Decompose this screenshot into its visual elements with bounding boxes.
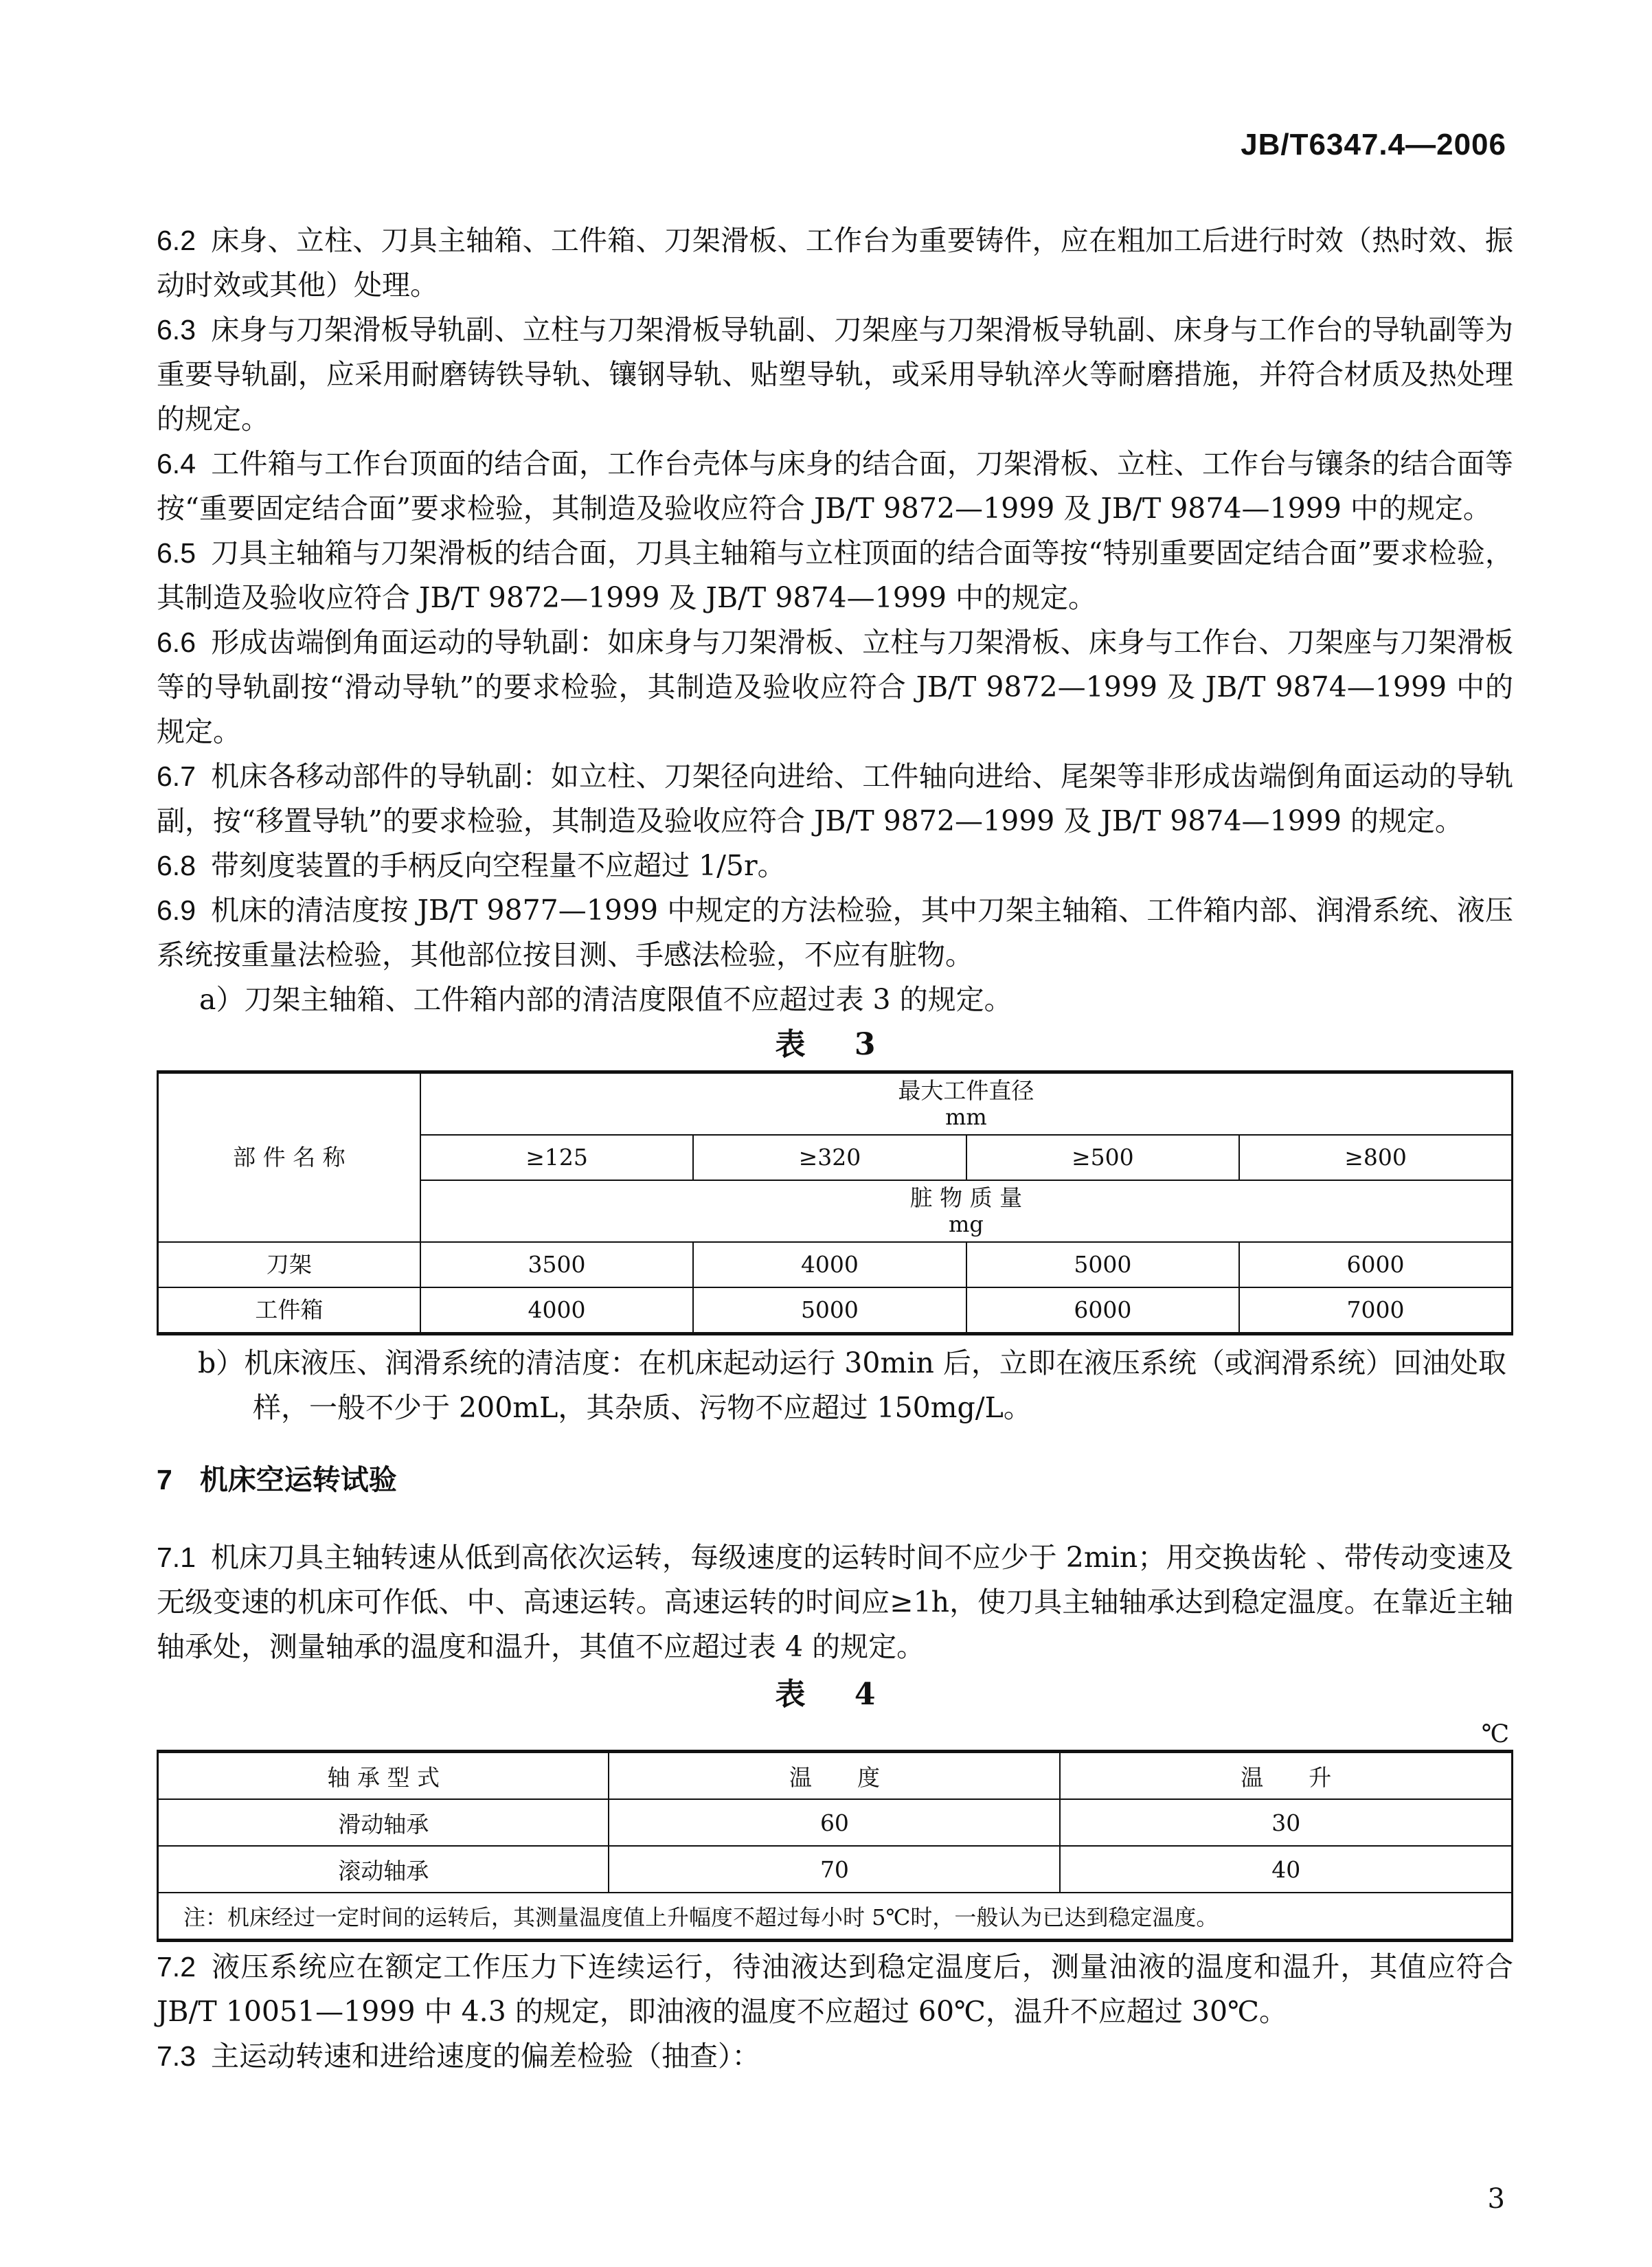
table-row [158,1242,1513,1287]
clause-number: 6.2 [157,225,196,256]
clause-text: 液压系统应在额定工作压力下连续运行，待油液达到稳定温度后，测量油液的温度和温升，其值应符合 JB/T 10051—1999 中 4.3 的规定，即油液的温度不应超过 60℃，温升不应超过 30℃。 [157,1950,1513,2028]
part-name-cell: 工件箱 [158,1287,420,1334]
clause-text: 机床的清洁度按 JB/T 9877—1999 中规定的方法检验，其中刀架主轴箱、工件箱内部、润滑系统、液压系统按重量法检验，其他部位按目测、手感法检验，不应有脏物。 [157,894,1513,971]
value-cell: 3500 [420,1242,693,1287]
section-title: 机床空运转试验 [199,1463,397,1496]
bearing-type-cell: 滑动轴承 [158,1799,609,1846]
value-cell: 4000 [693,1242,966,1287]
value-cell: 4000 [420,1287,693,1334]
temperature-rise-cell: 30 [1060,1799,1512,1846]
table-note-row [158,1893,1513,1941]
clause-7-1 [157,1535,1513,1669]
table-row [158,1287,1513,1334]
clause-6-3 [157,308,1513,442]
clause-number: 6.9 [157,894,196,926]
clause-6-2 [157,218,1513,308]
section-number: 7 [157,1464,172,1496]
table-3 [157,1070,1513,1335]
list-item-b: b）机床液压、润滑系统的清洁度：在机床起动运行 30min 后，立即在液压系统（或润滑系统）回油处取样，一般不少于 200mL，其杂质、污物不应超过 150mg/L。 [198,1346,1506,1424]
diameter-cell: ≥500 [966,1135,1239,1180]
table-4-unit: ℃ [1481,1720,1509,1748]
part-name-header: 部 件 名 称 [158,1072,420,1243]
temperature-cell: 70 [609,1846,1060,1893]
table-4 [157,1750,1513,1942]
clause-6-9 [157,888,1513,978]
document-code: JB/T6347.4—2006 [1241,128,1506,161]
clause-6-4 [157,442,1513,531]
dirt-mass-header [420,1180,1513,1242]
clause-text: 机床各移动部件的导轨副：如立柱、刀架径向进给、工件轴向进给、尾架等非形成齿端倒角面运动的导轨副，按“移置导轨”的要求检验，其制造及验收应符合 JB/T 9872—1999 及 JB/T 9874—1999 的规定。 [157,760,1513,837]
clause-number: 7.3 [157,2040,196,2072]
page-number: 3 [1487,2183,1505,2215]
section-7-heading [157,1458,1513,1502]
value-cell: 5000 [693,1287,966,1334]
clause-number: 6.4 [157,448,196,480]
table-row [158,1799,1513,1846]
clause-number: 6.8 [157,850,196,881]
clause-number: 6.7 [157,760,196,792]
clause-text: 形成齿端倒角面运动的导轨副：如床身与刀架滑板、立柱与刀架滑板、床身与工作台、刀架座与刀架滑板等的导轨副按“滑动导轨”的要求检验，其制造及验收应符合 JB/T 9872—1999 及 JB/T 9874—1999 中的规定。 [157,626,1513,748]
clause-number: 7.2 [157,1951,196,1983]
value-cell: 5000 [966,1242,1239,1287]
diameter-cell: ≥800 [1239,1135,1512,1180]
temperature-cell: 60 [609,1799,1060,1846]
temperature-rise-cell: 40 [1060,1846,1512,1893]
clause-text: 主运动转速和进给速度的偏差检验（抽查）： [211,2040,760,2073]
table-header-row [158,1752,1513,1800]
clause-6-8 [157,844,1513,888]
table-row [158,1846,1513,1893]
clause-text: 机床刀具主轴转速从低到高依次运转，每级速度的运转时间不应少于 2min；用交换齿轮 、带传动变速及无级变速的机床可作低、中、高速运转。高速运转的时间应≥1h，使刀具主轴轴承达到稳定温度。在靠近主轴轴承处，测量轴承的温度和温升，其值不应超过表 4 的规定。 [157,1541,1513,1663]
max-diameter-label: 最大工件直径 [898,1077,1034,1104]
clause-number: 6.6 [157,627,196,658]
dirt-mass-label: 脏 物 质 量 [909,1184,1023,1211]
clause-text: 刀具主轴箱与刀架滑板的结合面，刀具主轴箱与立柱顶面的结合面等按“特别重要固定结合面”要求检验，其制造及验收应符合 JB/T 9872—1999 及 JB/T 9874—1999 中的规定。 [157,537,1513,614]
clause-7-3 [157,2034,1513,2079]
clause-number: 6.5 [157,537,196,569]
clause-6-5 [157,531,1513,620]
diameter-cell: ≥320 [693,1135,966,1180]
clause-text: 床身与刀架滑板导轨副、立柱与刀架滑板导轨副、刀架座与刀架滑板导轨副、床身与工作台的导轨副等为重要导轨副，应采用耐磨铸铁导轨、镶钢导轨、贴塑导轨，或采用导轨淬火等耐磨措施，并符合材质及热处理的规定。 [157,313,1513,436]
clause-6-6 [157,620,1513,754]
clause-number: 7.1 [157,1542,196,1573]
clause-number: 6.3 [157,314,196,346]
table-4-title: 表 4 [775,1677,895,1712]
clause-text: 带刻度装置的手柄反向空程量不应超过 1/5r。 [211,849,786,882]
temperature-header: 温 度 [609,1752,1060,1800]
table-note: 注：机床经过一定时间的运转后，其测量温度值上升幅度不超过每小时 5℃时，一般认为已达到稳定温度。 [158,1893,1513,1941]
max-diameter-unit: mm [945,1104,987,1130]
clause-6-7 [157,754,1513,844]
max-diameter-header [420,1072,1513,1136]
temperature-rise-header: 温 升 [1060,1752,1512,1800]
list-item-a: a）刀架主轴箱、工件箱内部的清洁度限值不应超过表 3 的规定。 [199,983,1012,1016]
value-cell: 6000 [1239,1242,1512,1287]
part-name-cell: 刀架 [158,1242,420,1287]
diameter-cell: ≥125 [420,1135,693,1180]
value-cell: 7000 [1239,1287,1512,1334]
page-content [157,218,1513,2079]
dirt-mass-unit: mg [949,1211,984,1237]
table-3-title: 表 3 [775,1027,895,1062]
bearing-type-cell: 滚动轴承 [158,1846,609,1893]
bearing-type-header: 轴 承 型 式 [158,1752,609,1800]
value-cell: 6000 [966,1287,1239,1334]
clause-text: 工件箱与工作台顶面的结合面，工作台壳体与床身的结合面，刀架滑板、立柱、工作台与镶条的结合面等按“重要固定结合面”要求检验，其制造及验收应符合 JB/T 9872—1999 及 JB/T 9874—1999 中的规定。 [157,447,1513,525]
clause-7-2 [157,1945,1513,2034]
clause-text: 床身、立柱、刀具主轴箱、工件箱、刀架滑板、工作台为重要铸件，应在粗加工后进行时效（热时效、振动时效或其他）处理。 [157,224,1513,302]
